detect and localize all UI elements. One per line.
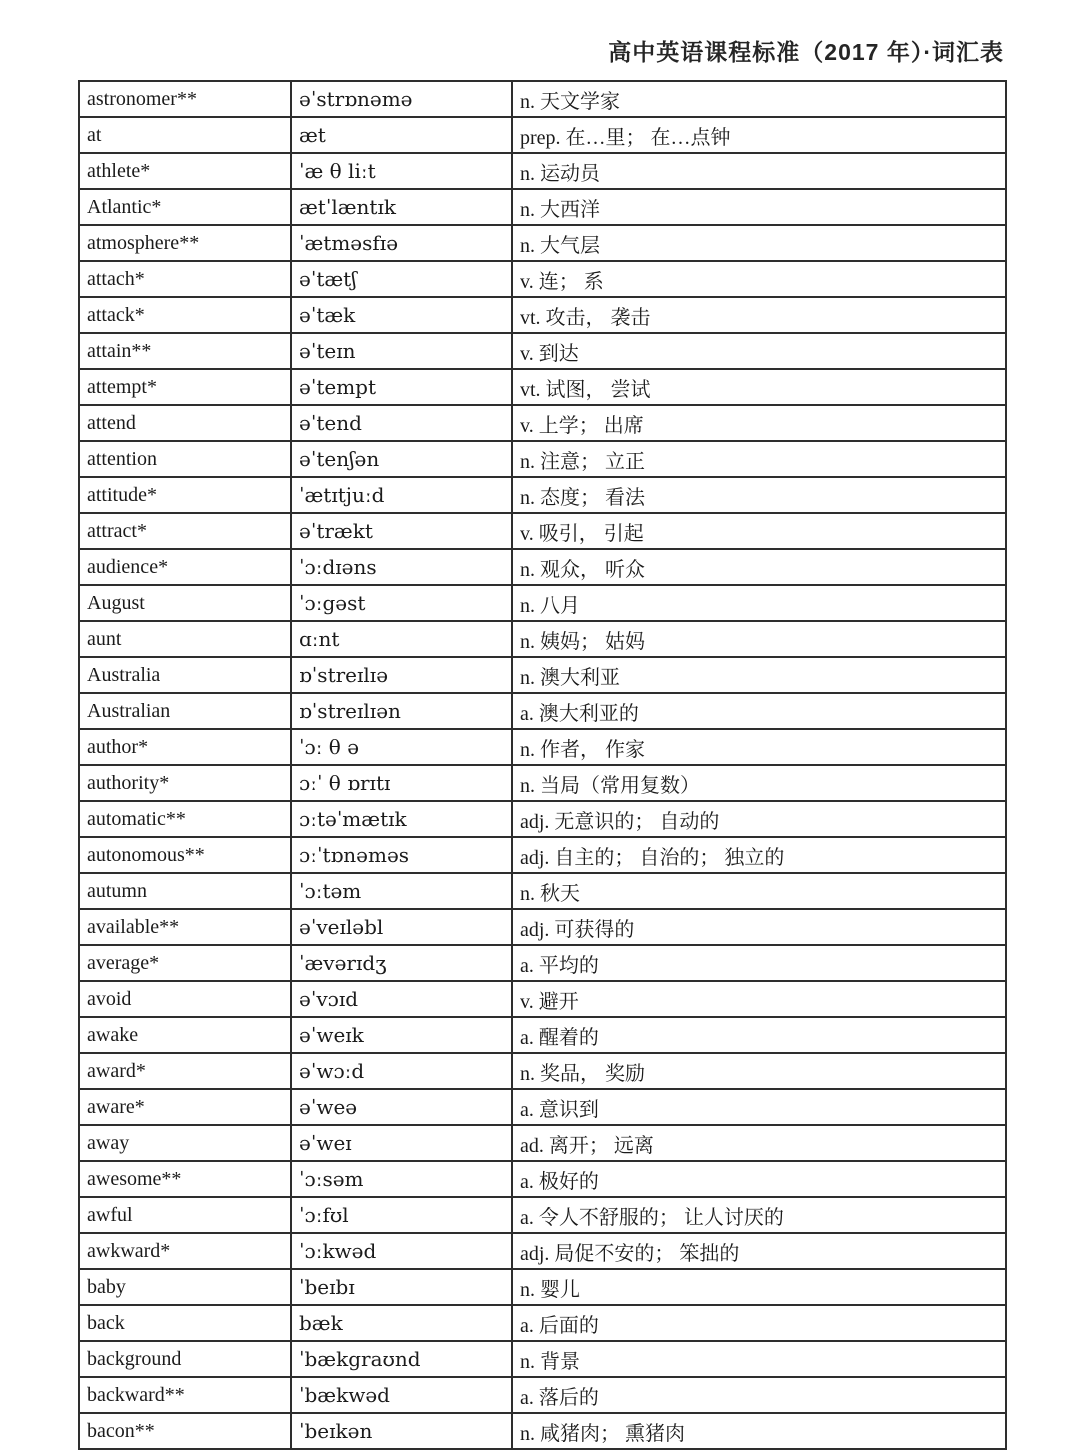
word-cell: awake (79, 1017, 291, 1053)
meaning-cell: adj. 无意识的； 自动的 (512, 801, 1006, 837)
phonetic-cell: ˈætməsfɪə (291, 225, 512, 261)
phonetic-cell: ˈbeɪbɪ (291, 1269, 512, 1305)
phonetic-cell: əˈtætʃ (291, 261, 512, 297)
table-row (79, 405, 1006, 441)
table-row (79, 621, 1006, 657)
word-cell: attack* (79, 297, 291, 333)
meaning-cell: adj. 可获得的 (512, 909, 1006, 945)
phonetic-cell: ɑːnt (291, 621, 512, 657)
table-row (79, 117, 1006, 153)
table-row (79, 369, 1006, 405)
table-row (79, 1233, 1006, 1269)
meaning-cell: a. 落后的 (512, 1377, 1006, 1413)
word-cell: awesome** (79, 1161, 291, 1197)
word-cell: backward** (79, 1377, 291, 1413)
table-row (79, 1089, 1006, 1125)
meaning-cell: n. 天文学家 (512, 81, 1006, 117)
table-row (79, 801, 1006, 837)
meaning-cell: n. 运动员 (512, 153, 1006, 189)
table-row (79, 261, 1006, 297)
phonetic-cell: æt (291, 117, 512, 153)
word-cell: award* (79, 1053, 291, 1089)
vocabulary-table (78, 80, 1007, 1450)
meaning-cell: n. 当局（常用复数） (512, 765, 1006, 801)
word-cell: attend (79, 405, 291, 441)
word-cell: attain** (79, 333, 291, 369)
meaning-cell: vt. 试图， 尝试 (512, 369, 1006, 405)
meaning-cell: n. 背景 (512, 1341, 1006, 1377)
phonetic-cell: əˈtempt (291, 369, 512, 405)
meaning-cell: n. 奖品， 奖励 (512, 1053, 1006, 1089)
phonetic-cell: əˈveɪləbl (291, 909, 512, 945)
word-cell: attention (79, 441, 291, 477)
table-row (79, 189, 1006, 225)
meaning-cell: v. 到达 (512, 333, 1006, 369)
table-row (79, 1053, 1006, 1089)
meaning-cell: n. 八月 (512, 585, 1006, 621)
meaning-cell: n. 姨妈； 姑妈 (512, 621, 1006, 657)
table-row (79, 1305, 1006, 1341)
meaning-cell: adj. 局促不安的； 笨拙的 (512, 1233, 1006, 1269)
word-cell: away (79, 1125, 291, 1161)
phonetic-cell: ˈæ θ liːt (291, 153, 512, 189)
meaning-cell: a. 后面的 (512, 1305, 1006, 1341)
phonetic-cell: ˈɔːgəst (291, 585, 512, 621)
meaning-cell: n. 大气层 (512, 225, 1006, 261)
word-cell: awful (79, 1197, 291, 1233)
table-row (79, 909, 1006, 945)
table-row (79, 1197, 1006, 1233)
phonetic-cell: əˈwɔːd (291, 1053, 512, 1089)
phonetic-cell: ɒˈstreɪlɪən (291, 693, 512, 729)
phonetic-cell: əˈtæk (291, 297, 512, 333)
meaning-cell: a. 澳大利亚的 (512, 693, 1006, 729)
meaning-cell: v. 上学； 出席 (512, 405, 1006, 441)
vocab-table-body (79, 81, 1006, 1449)
meaning-cell: a. 令人不舒服的； 让人讨厌的 (512, 1197, 1006, 1233)
phonetic-cell: əˈweɪ (291, 1125, 512, 1161)
phonetic-cell: əˈvɔɪd (291, 981, 512, 1017)
meaning-cell: v. 吸引， 引起 (512, 513, 1006, 549)
table-row (79, 657, 1006, 693)
meaning-cell: a. 极好的 (512, 1161, 1006, 1197)
phonetic-cell: ɔːˈ θ ɒrɪtɪ (291, 765, 512, 801)
table-row (79, 693, 1006, 729)
word-cell: autonomous** (79, 837, 291, 873)
word-cell: avoid (79, 981, 291, 1017)
phonetic-cell: ˈɔːsəm (291, 1161, 512, 1197)
meaning-cell: n. 澳大利亚 (512, 657, 1006, 693)
meaning-cell: n. 秋天 (512, 873, 1006, 909)
word-cell: August (79, 585, 291, 621)
table-row (79, 837, 1006, 873)
meaning-cell: n. 观众， 听众 (512, 549, 1006, 585)
table-row (79, 1377, 1006, 1413)
table-row (79, 945, 1006, 981)
word-cell: authority* (79, 765, 291, 801)
table-row (79, 729, 1006, 765)
phonetic-cell: ætˈlæntɪk (291, 189, 512, 225)
table-row (79, 441, 1006, 477)
phonetic-cell: ˈɔːkwəd (291, 1233, 512, 1269)
word-cell: average* (79, 945, 291, 981)
phonetic-cell: ˈbeɪkən (291, 1413, 512, 1449)
table-row (79, 1017, 1006, 1053)
word-cell: background (79, 1341, 291, 1377)
word-cell: automatic** (79, 801, 291, 837)
word-cell: aware* (79, 1089, 291, 1125)
phonetic-cell: ɒˈstreɪlɪə (291, 657, 512, 693)
word-cell: attempt* (79, 369, 291, 405)
meaning-cell: n. 大西洋 (512, 189, 1006, 225)
word-cell: autumn (79, 873, 291, 909)
meaning-cell: v. 避开 (512, 981, 1006, 1017)
table-row (79, 765, 1006, 801)
meaning-cell: adj. 自主的； 自治的； 独立的 (512, 837, 1006, 873)
table-row (79, 1161, 1006, 1197)
word-cell: athlete* (79, 153, 291, 189)
phonetic-cell: ˈɔːdɪəns (291, 549, 512, 585)
phonetic-cell: əˈtend (291, 405, 512, 441)
word-cell: bacon** (79, 1413, 291, 1449)
table-row (79, 81, 1006, 117)
meaning-cell: n. 咸猪肉； 熏猪肉 (512, 1413, 1006, 1449)
phonetic-cell: əˈteɪn (291, 333, 512, 369)
table-row (79, 513, 1006, 549)
phonetic-cell: ˈbækgraʊnd (291, 1341, 512, 1377)
word-cell: astronomer** (79, 81, 291, 117)
meaning-cell: a. 意识到 (512, 1089, 1006, 1125)
meaning-cell: prep. 在…里； 在…点钟 (512, 117, 1006, 153)
meaning-cell: n. 态度； 看法 (512, 477, 1006, 513)
phonetic-cell: ɔːtəˈmætɪk (291, 801, 512, 837)
phonetic-cell: əˈweɪk (291, 1017, 512, 1053)
table-row (79, 873, 1006, 909)
word-cell: back (79, 1305, 291, 1341)
table-row (79, 1125, 1006, 1161)
word-cell: Australian (79, 693, 291, 729)
word-cell: available** (79, 909, 291, 945)
word-cell: author* (79, 729, 291, 765)
phonetic-cell: əˈweə (291, 1089, 512, 1125)
phonetic-cell: bæk (291, 1305, 512, 1341)
word-cell: at (79, 117, 291, 153)
phonetic-cell: əˈtenʃən (291, 441, 512, 477)
phonetic-cell: ˈɔːfʊl (291, 1197, 512, 1233)
word-cell: attach* (79, 261, 291, 297)
word-cell: Australia (79, 657, 291, 693)
table-row (79, 153, 1006, 189)
meaning-cell: n. 婴儿 (512, 1269, 1006, 1305)
meaning-cell: ad. 离开； 远离 (512, 1125, 1006, 1161)
word-cell: aunt (79, 621, 291, 657)
meaning-cell: a. 平均的 (512, 945, 1006, 981)
phonetic-cell: ˈbækwəd (291, 1377, 512, 1413)
table-row (79, 1269, 1006, 1305)
meaning-cell: vt. 攻击， 袭击 (512, 297, 1006, 333)
word-cell: awkward* (79, 1233, 291, 1269)
table-row (79, 333, 1006, 369)
page-header-title: 高中英语课程标准（2017 年）·词汇表 (608, 39, 1004, 65)
table-row (79, 297, 1006, 333)
word-cell: attitude* (79, 477, 291, 513)
phonetic-cell: ɔːˈtɒnəməs (291, 837, 512, 873)
phonetic-cell: ˈɔː θ ə (291, 729, 512, 765)
table-row (79, 1341, 1006, 1377)
table-row (79, 477, 1006, 513)
table-row (79, 225, 1006, 261)
meaning-cell: a. 醒着的 (512, 1017, 1006, 1053)
phonetic-cell: ˈævərɪdʒ (291, 945, 512, 981)
table-row (79, 1413, 1006, 1449)
word-cell: attract* (79, 513, 291, 549)
word-cell: Atlantic* (79, 189, 291, 225)
table-row (79, 981, 1006, 1017)
meaning-cell: n. 注意； 立正 (512, 441, 1006, 477)
phonetic-cell: ˈɔːtəm (291, 873, 512, 909)
word-cell: atmosphere** (79, 225, 291, 261)
phonetic-cell: əˈtrækt (291, 513, 512, 549)
word-cell: baby (79, 1269, 291, 1305)
phonetic-cell: ˈætɪtjuːd (291, 477, 512, 513)
phonetic-cell: əˈstrɒnəmə (291, 81, 512, 117)
table-row (79, 549, 1006, 585)
meaning-cell: v. 连； 系 (512, 261, 1006, 297)
word-cell: audience* (79, 549, 291, 585)
meaning-cell: n. 作者， 作家 (512, 729, 1006, 765)
table-row (79, 585, 1006, 621)
